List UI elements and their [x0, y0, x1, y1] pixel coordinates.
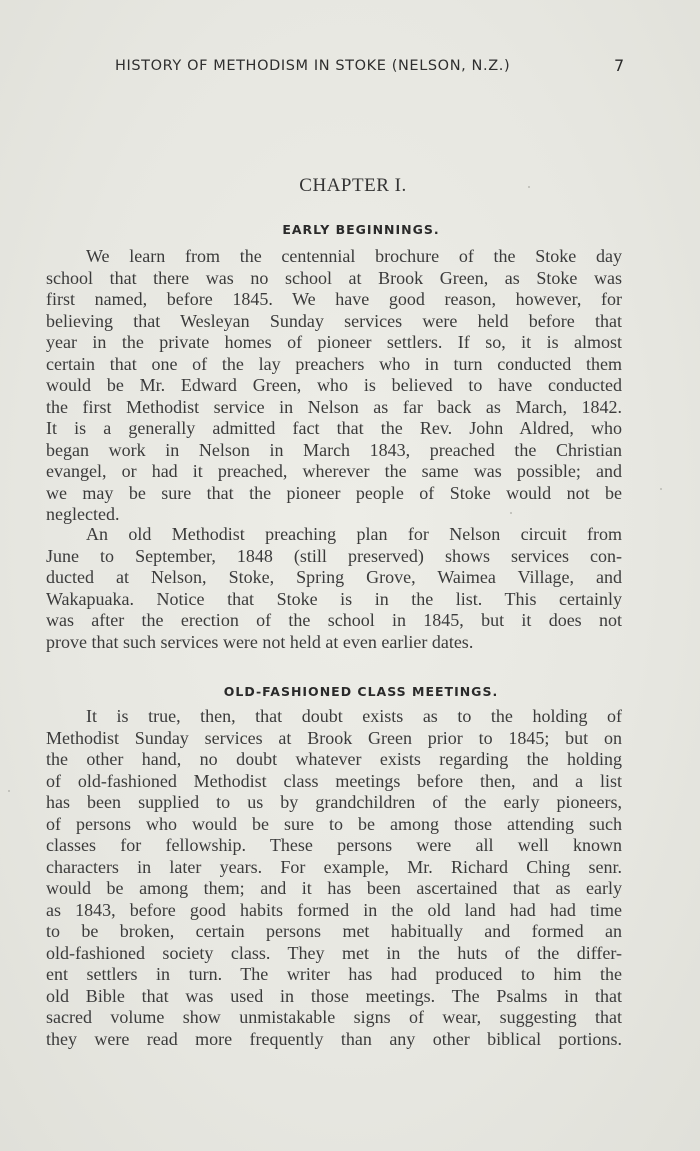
section-heading-class-meetings: OLD-FASHIONED CLASS MEETINGS. — [223, 684, 499, 699]
text-line: would be Mr. Edward Green, who is believed to have conducted — [46, 375, 622, 395]
chapter-title: CHAPTER I. — [299, 175, 407, 196]
text-line: to be broken, certain persons met habitually and formed an — [46, 921, 622, 941]
text-line: the other hand, no doubt whatever exists regarding the holding — [46, 749, 622, 769]
text-line: June to September, 1848 (still preserved) shows services con- — [46, 545, 622, 566]
text-line: prove that such services were not held at even earlier dates. — [46, 631, 474, 652]
text-line: first named, before 1845. We have good reason, however, for — [46, 289, 622, 309]
text-line: We learn from the centennial brochure of the Stoke day — [86, 246, 622, 266]
text-line: we may be sure that the pioneer people of Stoke would not be — [46, 482, 622, 503]
running-header: HISTORY OF METHODISM IN STOKE (NELSON, N.Z.) — [115, 58, 511, 74]
text-line: ducted at Nelson, Stoke, Spring Grove, Waimea Village, and — [46, 567, 622, 587]
text-line: It is true, then, that doubt exists as to the holding of — [86, 706, 622, 726]
text-line: characters in later years. For example, Mr. Richard Ching senr. — [46, 856, 622, 877]
text-line: school that there was no school at Brook Green, as Stoke was — [46, 267, 622, 288]
text-line: classes for fellowship. These persons were all well known — [46, 835, 622, 855]
page-number: 7 — [614, 56, 625, 75]
text-line: ent settlers in turn. The writer has had produced to him the — [46, 964, 622, 984]
text-line: It is a generally admitted fact that the Rev. John Aldred, who — [46, 418, 622, 438]
text-line: they were read more frequently than any other biblical portions. — [46, 1028, 622, 1049]
text-line: Methodist Sunday services at Brook Green prior to 1845; but on — [46, 727, 622, 748]
text-line: An old Methodist preaching plan for Nelson circuit from — [86, 524, 622, 544]
text-line: the first Methodist service in Nelson as far back as March, 1842. — [46, 396, 622, 417]
paper-speck — [8, 790, 10, 792]
text-line: has been supplied to us by grandchildren of the early pioneers, — [46, 792, 622, 812]
text-line: old Bible that was used in those meetings. The Psalms in that — [46, 985, 622, 1006]
text-line: began work in Nelson in March 1843, preached the Christian — [46, 439, 622, 460]
text-line: of persons who would be sure to be among those attending such — [46, 813, 622, 834]
paragraph-early-beginnings-1 — [46, 246, 622, 526]
paper-speck — [660, 488, 662, 490]
text-line: of old-fashioned Methodist class meetings before then, and a list — [46, 770, 622, 791]
text-line: as 1843, before good habits formed in the old land had had time — [46, 899, 622, 920]
text-line: evangel, or had it preached, wherever the same was possible; and — [46, 461, 622, 481]
text-line: was after the erection of the school in 1845, but it does not — [46, 610, 622, 630]
text-line: believing that Wesleyan Sunday services were held before that — [46, 310, 622, 331]
text-line: sacred volume show unmistakable signs of wear, suggesting that — [46, 1007, 622, 1027]
paragraph-class-meetings-1 — [46, 706, 622, 1050]
paragraph-early-beginnings-2 — [46, 524, 622, 653]
text-line: year in the private homes of pioneer settlers. If so, it is almost — [46, 332, 622, 352]
text-line: Wakapuaka. Notice that Stoke is in the list. This certainly — [46, 588, 622, 609]
text-line: neglected. — [46, 504, 120, 524]
section-heading-early-beginnings: EARLY BEGINNINGS. — [282, 222, 440, 237]
text-line: would be among them; and it has been ascertained that as early — [46, 878, 622, 898]
paper-speck — [510, 512, 512, 514]
paper-speck — [528, 186, 530, 188]
text-line: certain that one of the lay preachers who in turn conducted them — [46, 353, 622, 374]
text-line: old-fashioned society class. They met in the huts of the differ- — [46, 942, 622, 963]
